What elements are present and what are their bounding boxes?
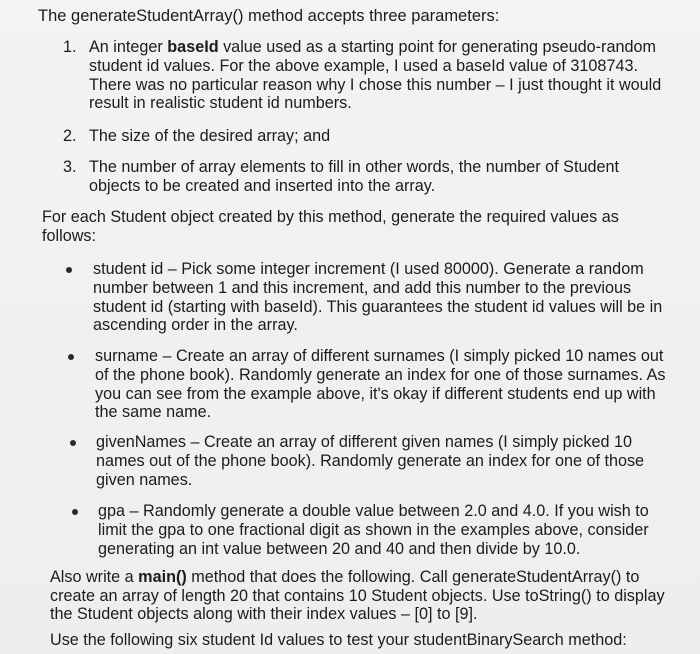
text-line: of the phone book). Randomly generate an index for one of those surnames. As	[95, 365, 666, 384]
text-line: given names.	[96, 470, 193, 489]
text-line: you can see from the example above, it's okay if different students end up with	[95, 384, 656, 403]
text-line: create an array of length 20 that contains 10 Student objects. Use toString() to display	[50, 586, 665, 605]
last-line: Use the following six student Id values to test your studentBinarySearch method:	[50, 631, 627, 649]
text-line: generating an int value between 20 and 40 and then divide by 10.0.	[98, 539, 581, 558]
numbered-item-3	[89, 158, 619, 196]
also-paragraph	[50, 568, 665, 624]
bullet-dot	[68, 354, 74, 360]
text-line: surname – Create an array of different surnames (I simply picked 10 names out	[95, 347, 664, 365]
text-line: names out of the phone book). Randomly generate an index for one of those	[96, 451, 645, 470]
bullet-given-names	[96, 433, 644, 489]
emphasis-main: main()	[138, 568, 187, 586]
text-line: givenNames – Create an array of different given names (I simply picked 10	[96, 433, 632, 451]
text-line: The size of the desired array; and	[89, 127, 331, 145]
text-line: For each Student object created by this method, generate the required values as	[42, 208, 619, 226]
bullet-gpa	[98, 502, 649, 558]
intro-line: The generateStudentArray() method accepts three parameters:	[38, 7, 500, 25]
bullet-dot	[66, 267, 72, 273]
text-line: Also write a main() method that does the following. Call generateStudentArray() to	[50, 568, 640, 586]
text-line: ascending order in the array.	[93, 316, 298, 335]
bullet-dot	[70, 440, 76, 446]
text-line: student id (starting with baseId). This guarantees the student id values will be in	[93, 297, 663, 316]
for-each-paragraph	[42, 208, 619, 245]
text-line: the Student objects along with their index values – [0] to [9].	[50, 605, 478, 624]
text-line: There was no particular reason why I chose this number – I just thought it would	[89, 75, 662, 94]
text-line: follows:	[42, 226, 96, 245]
list-number: 1.	[63, 38, 77, 56]
text-line: objects to be created and inserted into the array.	[89, 176, 436, 195]
text-line: result in realistic student id numbers.	[89, 94, 352, 113]
text-line: limit the gpa to one fractional digit as shown in the examples above, consider	[98, 520, 649, 539]
list-number: 2.	[63, 127, 77, 145]
text-line: student id values. For the above example, I used a baseId value of 3108743.	[89, 56, 638, 75]
bullet-student-id	[93, 260, 662, 335]
text-line: gpa – Randomly generate a double value between 2.0 and 4.0. If you wish to	[98, 502, 649, 520]
emphasis-baseid: baseId	[167, 38, 219, 56]
list-number: 3.	[63, 158, 77, 176]
text-line: the same name.	[95, 403, 212, 422]
bullet-dot	[72, 509, 78, 515]
text-line: An integer baseId value used as a starting point for generating pseudo-random	[89, 38, 656, 56]
text-line: student id – Pick some integer increment (I used 80000). Generate a random	[93, 260, 644, 278]
bullet-surname	[95, 347, 666, 422]
numbered-item-2	[89, 127, 330, 146]
numbered-item-1	[89, 38, 661, 113]
text-line: number between 1 and this increment, and add this number to the previous	[93, 278, 632, 297]
text-line: The number of array elements to fill in other words, the number of Student	[89, 158, 619, 176]
